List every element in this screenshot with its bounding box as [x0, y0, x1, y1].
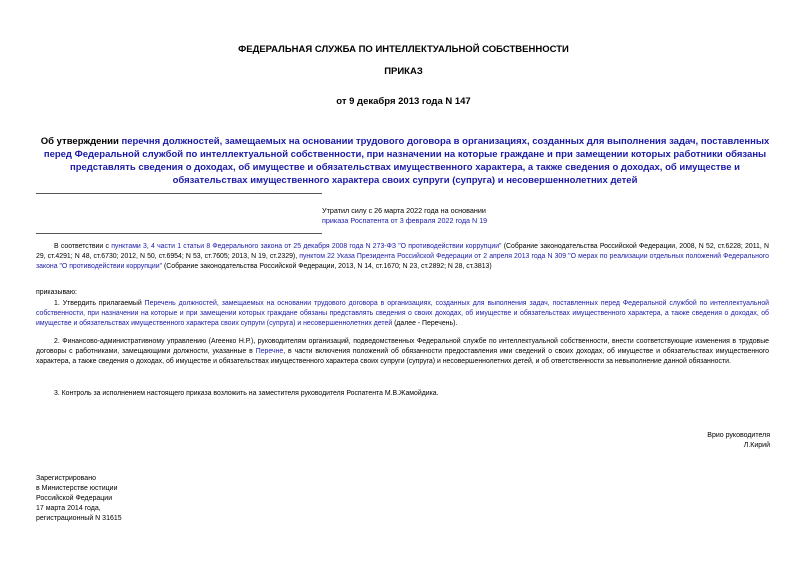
- item-2-paragraph: [36, 337, 769, 367]
- document-date-number: от 9 декабря 2013 года N 147: [336, 96, 471, 107]
- item-1-text-1: 1. Утвердить прилагаемый: [54, 300, 145, 307]
- registration-line-3: Российской Федерации: [36, 495, 113, 502]
- preamble-link-law[interactable]: пунктами 3, 4 части 1 статьи 8 Федерального закона от 25 декабря 2008 года N 273-ФЗ "О противодействии коррупции": [111, 243, 502, 250]
- preamble-text-1: В соответствии с: [54, 243, 112, 250]
- document-title: [40, 135, 770, 187]
- order-word: приказываю:: [36, 289, 77, 296]
- registration-line-1: Зарегистрировано: [36, 475, 96, 482]
- item-1-list-link[interactable]: Перечень должностей, замещаемых на основании трудового договора в организациях, созданных для выполнения задач, поставленных перед Федеральной службой по интеллектуальной собственности, при назначении на которые и при замещении которых граждане обязаны представлять сведения о своих доходах, об имуществе и обязательствах имущественного характера, а также сведения о доходах, об имуществе и обязательствах имущественного характера своих супруги (супруга) и несовершеннолетних детей: [36, 300, 769, 327]
- repeal-link[interactable]: приказа Роспатента от 3 февраля 2022 года N 19: [322, 216, 488, 225]
- item-1-paragraph: [36, 299, 769, 329]
- preamble-paragraph: [36, 242, 769, 272]
- signature-position: Врио руководителя: [707, 432, 770, 439]
- title-link[interactable]: перечня должностей, замещаемых на основании трудового договора в организациях, созданных для выполнения задач, поставленных перед Федеральной службой по интеллектуальной собственности, при назначении на которые граждане и при замещении которых работники обязаны представлять сведения о доходах, об имуществе и обязательствах имущественного характера, а также сведения о доходах, об имуществе и обязательствах имущественного характера своих супруги (супруга) и несовершеннолетних детей: [43, 136, 770, 186]
- document-type-heading: ПРИКАЗ: [384, 66, 423, 77]
- preamble-text-3: (Собрание законодательства Российской Федерации, 2013, N 14, ст.1670; N 23, ст.2892; N 28, ст.3813): [162, 263, 492, 270]
- agency-heading: ФЕДЕРАЛЬНАЯ СЛУЖБА ПО ИНТЕЛЛЕКТУАЛЬНОЙ СОБСТВЕННОСТИ: [238, 44, 569, 55]
- repeal-note: [322, 206, 622, 226]
- preamble-text-2: (Собрание законодательства Российской Федерации, 2008, N 52, ст.6228; 2011, N 29, ст.4291; N 48, ст.6730; 2012, N 50, ст.6954; N 53, ст.7605; 2013, N 19, ст.2329),: [36, 243, 770, 260]
- title-prefix: Об утверждении: [40, 136, 122, 147]
- registration-line-2: в Министерстве юстиции: [36, 485, 118, 492]
- preamble-link-decree[interactable]: пунктом 22 Указа Президента Российской Федерации от 2 апреля 2013 года N 309 "О мерах по реализации отдельных положений Федерального закона "О противодействии коррупции": [36, 253, 769, 270]
- registration-block: [36, 474, 122, 524]
- signature-block: [707, 431, 770, 451]
- registration-line-4: 17 марта 2014 года,: [36, 505, 101, 512]
- item-1-text-2: (далее - Перечень).: [392, 320, 458, 327]
- repeal-text: Утратил силу с 26 марта 2022 года на основании: [322, 206, 486, 215]
- registration-line-5: регистрационный N 31615: [36, 515, 122, 522]
- item-2-text-1: 2. Финансово-административному управлению (Агеенко Н.Р.), руководителям организаций, подведомственных Федеральной службе по интеллектуальной собственности, внести соответствующие изменения в трудовые договоры с работниками, замещающими должности, указанные в: [36, 338, 769, 355]
- divider-bottom: [36, 233, 322, 234]
- divider-top: [36, 193, 322, 194]
- signature-name: Л.Кирий: [743, 442, 770, 449]
- item-2-list-link[interactable]: Перечне: [255, 348, 284, 355]
- item-2-text-2: , в части включения положений об обязанности предоставления ими сведений о своих доходах, об имуществе и обязательствах имущественного характера, а также сведения о доходах, об имуществе и обязательствах имущественного характера своих супруги (супруга) и несовершеннолетних детей, и об ответственности за невыполнение данной обязанности.: [36, 348, 769, 365]
- item-3-paragraph: 3. Контроль за исполнением настоящего приказа возложить на заместителя руководителя Роспатента М.В.Жамойдика.: [54, 390, 439, 397]
